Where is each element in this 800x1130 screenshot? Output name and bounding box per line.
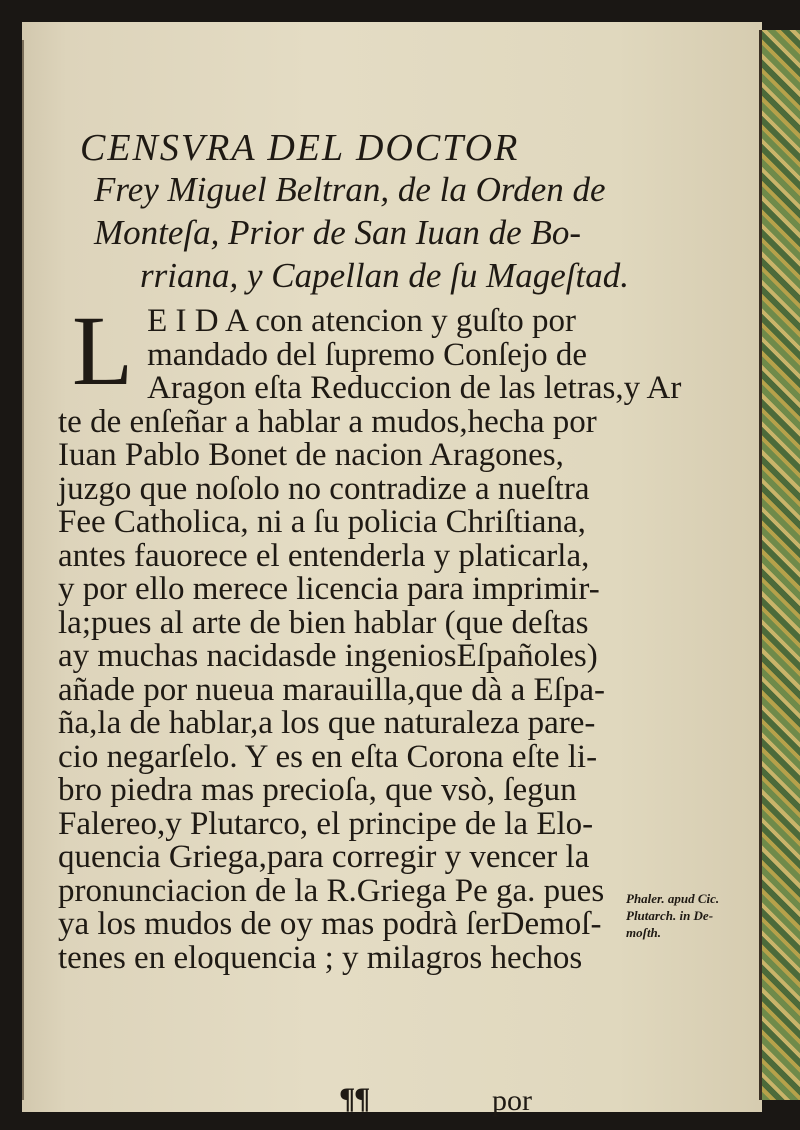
text-line: ay muchas nacidasde ingeniosEſpañoles) xyxy=(58,638,598,674)
heading-line-1: Frey Miguel Beltran, de la Orden de xyxy=(94,170,606,209)
heading-line-2: Monteſa, Prior de San Iuan de Bo- xyxy=(94,213,581,252)
binding-gutter xyxy=(22,40,24,1100)
text-line: ya los mudos de oy mas podrà ſerDemoſ- xyxy=(58,906,602,942)
text-line: antes fauorece el entenderla y platicarla, xyxy=(58,537,590,574)
margin-note xyxy=(626,890,756,941)
margin-note-line: Plutarch. in De- xyxy=(626,908,714,923)
text-line: quencia Griega,para corregir y vencer la xyxy=(58,839,590,875)
text-line: Aragon eſta Reduccion de las letras,y Ar xyxy=(147,370,682,406)
text-line: tenes en eloquencia ; y milagros hechos xyxy=(58,939,583,976)
text-line: te de enſeñar a hablar a mudos,hecha por xyxy=(58,403,597,440)
book-edge-marbling xyxy=(759,30,800,1100)
text-line: mandado del ſupremo Conſejo de xyxy=(147,336,587,373)
text-line: la;pues al arte de bien hablar (que deſtas xyxy=(58,604,589,641)
censura-heading xyxy=(80,128,640,297)
text-line: ña,la de hablar,a los que naturaleza pare- xyxy=(58,705,596,741)
text-line: bro piedra mas precioſa, que vsò, ſegun xyxy=(58,772,577,808)
text-line: y por ello merece licencia para imprimir- xyxy=(58,571,600,607)
margin-note-line: Phaler. apud Cic. xyxy=(626,891,720,906)
signature-mark: ¶¶ xyxy=(340,1082,370,1115)
margin-note-line: moſth. xyxy=(626,925,662,940)
drop-cap: L xyxy=(72,295,134,406)
text-line: Falereo,y Plutarco, el principe de la Elo- xyxy=(58,805,594,842)
text-line: Iuan Pablo Bonet de nacion Aragones, xyxy=(58,437,564,473)
catchword: por xyxy=(492,1084,532,1117)
heading-title: CENSVRA DEL DOCTOR xyxy=(80,127,520,169)
heading-line-3: rriana, y Capellan de ſu Mageſtad. xyxy=(140,256,629,295)
text-line: juzgo que noſolo no contradize a nueſtra xyxy=(58,470,590,507)
text-line: añade por nueua marauilla,que dà a Eſpa- xyxy=(58,671,605,708)
text-line: cio negarſelo. Y es en eſta Corona eſte li- xyxy=(58,738,598,775)
text-line: Fee Catholica, ni a ſu policia Chriſtiana, xyxy=(58,504,586,540)
text-line: E I D A con atencion y guſto por xyxy=(147,303,577,339)
text-line: pronunciacion de la R.Griega Pe ga. pues xyxy=(58,872,605,909)
